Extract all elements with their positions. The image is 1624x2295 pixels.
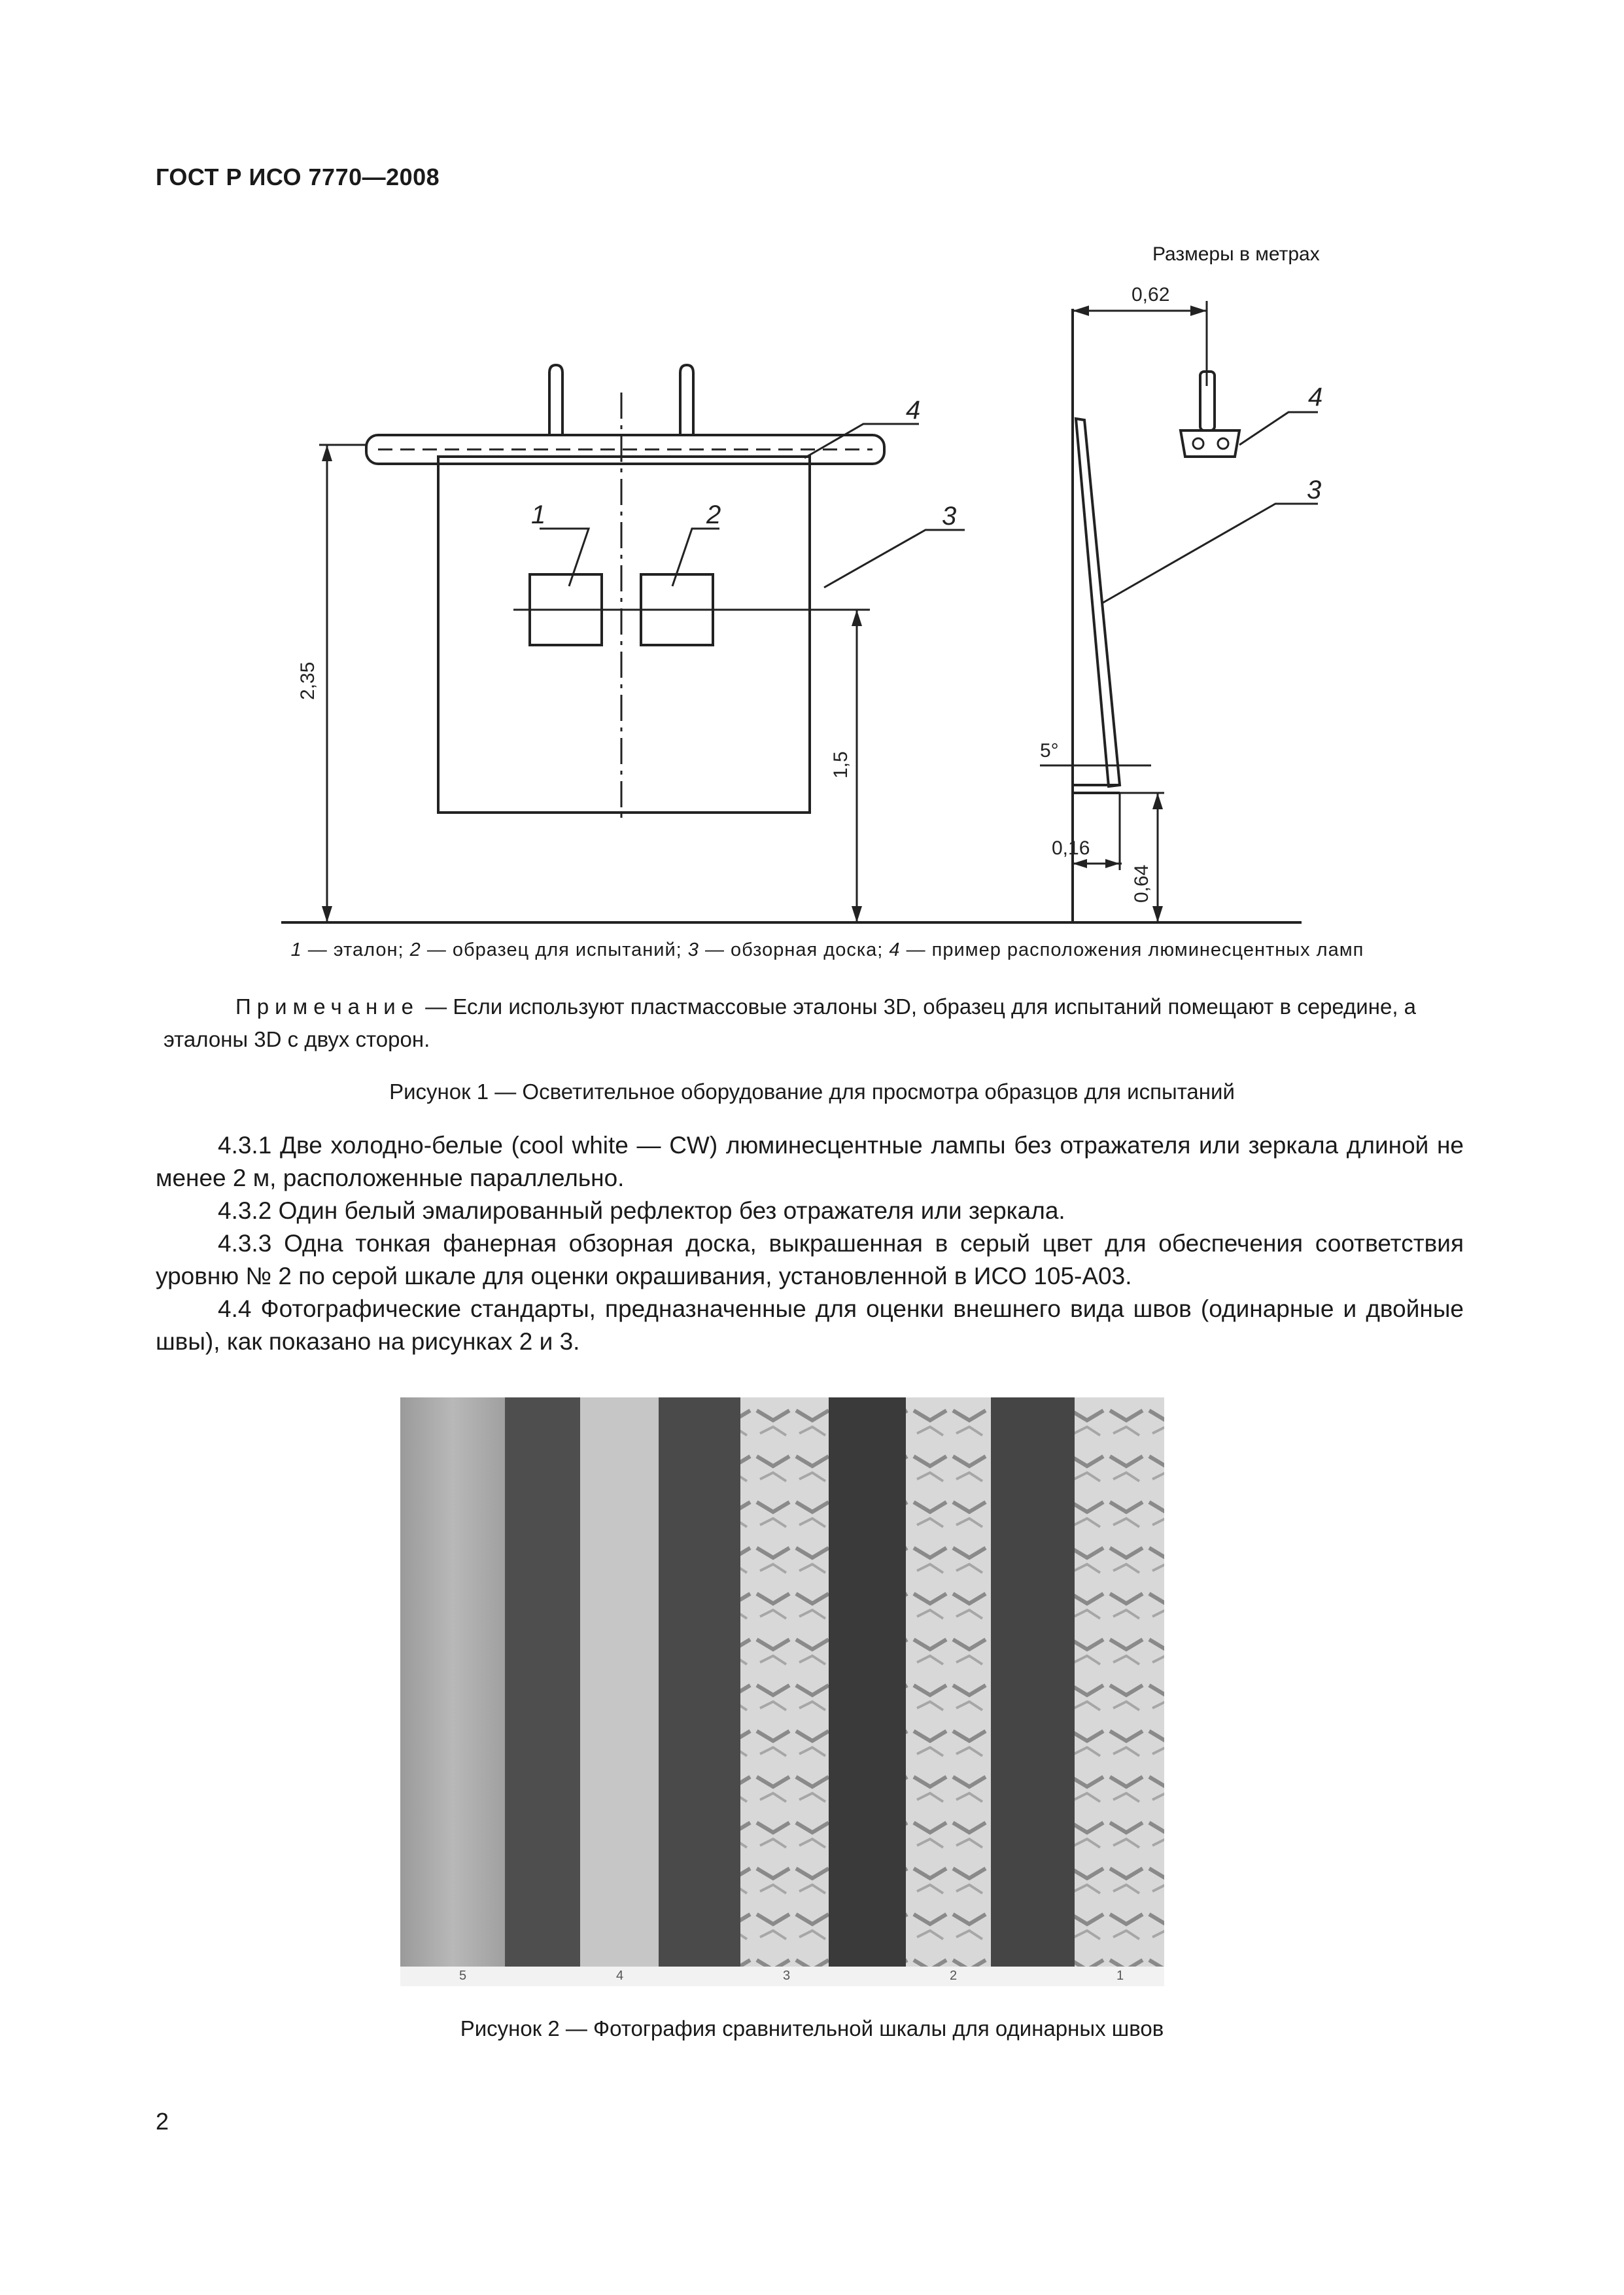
body-paragraphs (156, 1129, 1464, 1358)
grade-1-label: 1 (1116, 1969, 1124, 1983)
callout-2: 2 (706, 500, 721, 529)
paragraph-4-3-1: 4.3.1 Две холодно-белые (cool white — CW) люминесцентные лампы без отражателя или зеркала длиной не менее 2 м, расположенные параллельно. (156, 1132, 1464, 1191)
callout-3-side: 3 (1307, 476, 1322, 504)
figure-1-note (164, 990, 1465, 1056)
figure-1-legend: 1 — эталон; 2 — образец для испытаний; 3 — обзорная доска; 4 — пример расположения люминесцентных ламп (290, 939, 1364, 960)
callout-4: 4 (906, 396, 921, 425)
dim-total-height: 2,35 (297, 661, 319, 700)
note-label: Примечание (235, 994, 420, 1019)
grade-2-label: 2 (950, 1969, 958, 1983)
viewing-board-front (438, 457, 810, 813)
figure-2-photo (400, 1397, 1164, 1986)
dim-base-height: 0,64 (1131, 864, 1152, 903)
paragraph-4-3-3: 4.3.3 Одна тонкая фанерная обзорная доска, выкрашенная в серый цвет для обеспечения соответствия уровню № 2 по серой шкале для оценки окрашивания, установленной в ИСО 105-А03. (156, 1230, 1464, 1289)
callout-1: 1 (531, 500, 546, 529)
page-number: 2 (156, 2108, 169, 2135)
dim-width: 0,62 (1132, 284, 1170, 306)
document-header: ГОСТ Р ИСО 7770—2008 (156, 164, 440, 190)
note-text: — Если используют пластмассовые эталоны 3D, образец для испытаний помещают в середине, а эталоны 3D с двух сторон. (164, 994, 1417, 1051)
dim-center-height: 1,5 (830, 751, 852, 779)
grade-3-label: 3 (783, 1969, 791, 1983)
grade-4-label: 4 (616, 1969, 624, 1983)
units-note: Размеры в метрах (1152, 243, 1320, 265)
figure-1-caption: Рисунок 1 — Осветительное оборудование для просмотра образцов для испытаний (389, 1079, 1235, 1104)
grade-5-label: 5 (459, 1969, 467, 1983)
callout-3: 3 (942, 502, 957, 531)
callout-4-side: 4 (1308, 383, 1323, 412)
paragraph-4-3-2: 4.3.2 Один белый эмалированный рефлектор без отражателя или зеркала. (218, 1197, 1065, 1224)
dim-base-offset: 0,16 (1052, 837, 1090, 859)
paragraph-4-4: 4.4 Фотографические стандарты, предназначенные для оценки внешнего вида швов (одинарные и двойные швы), как показано на рисунках 2 и 3. (156, 1295, 1464, 1355)
dim-angle: 5° (1040, 740, 1059, 762)
figure-1-drawing (281, 281, 1328, 936)
figure-2-caption: Рисунок 2 — Фотография сравнительной шкалы для одинарных швов (460, 2016, 1164, 2041)
grade-labels (400, 1965, 1164, 1985)
